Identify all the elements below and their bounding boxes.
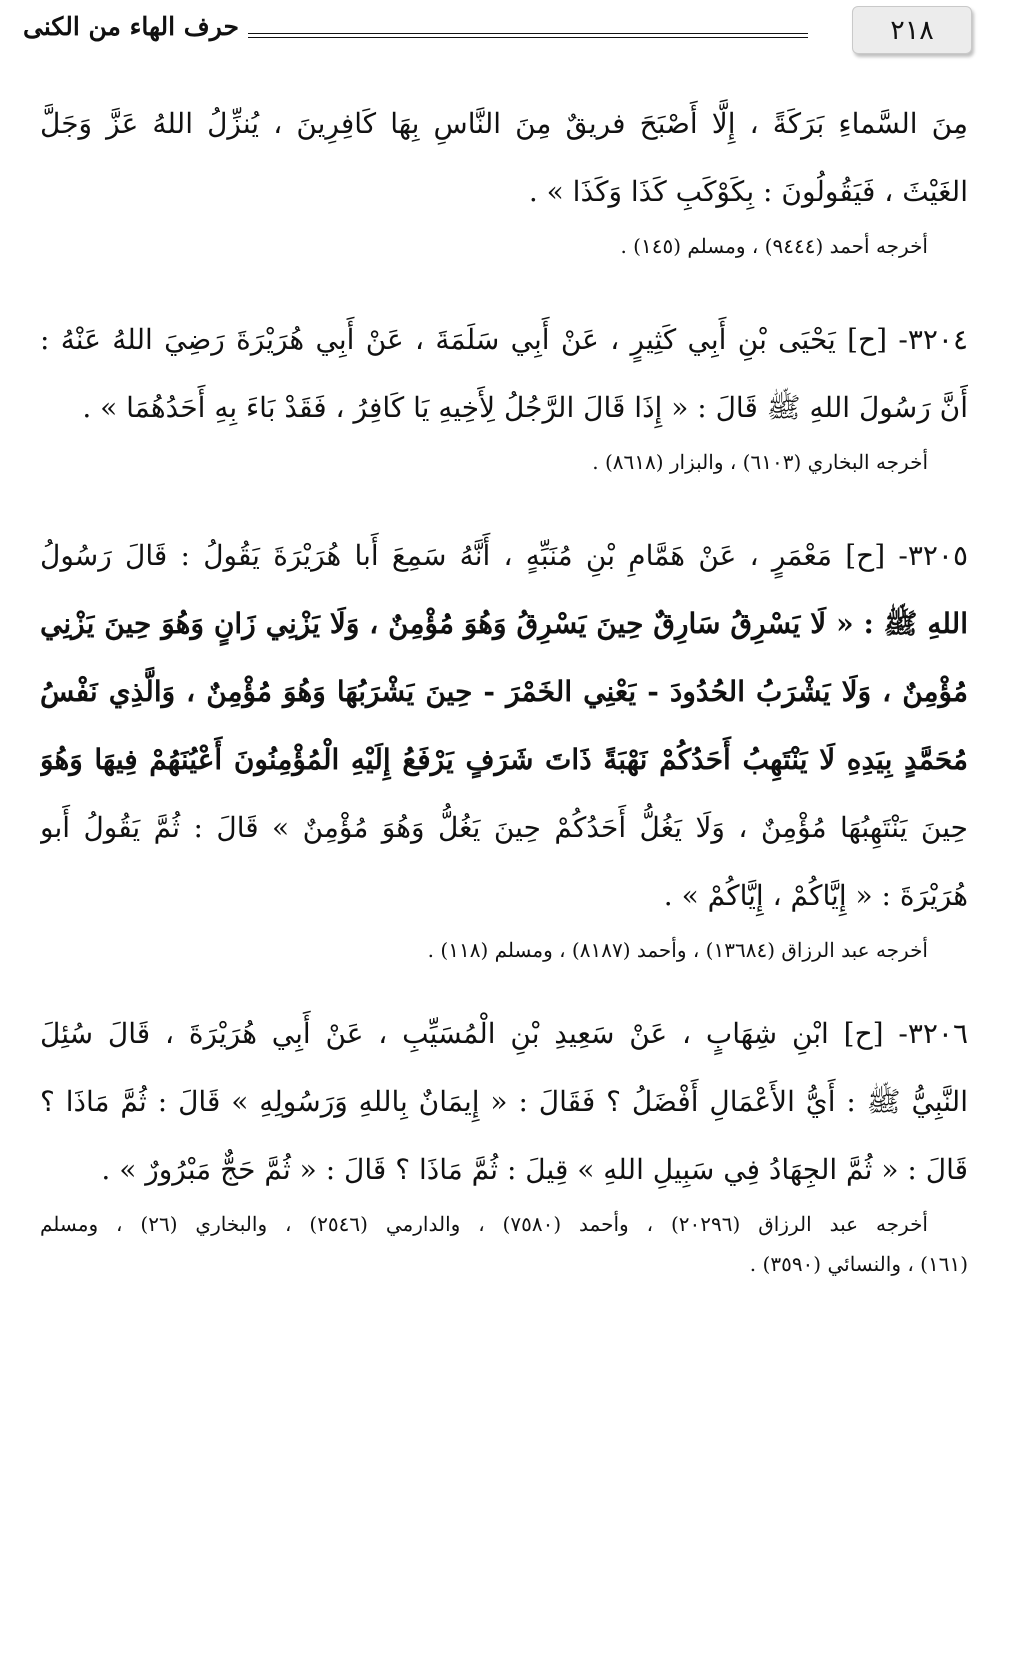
text-line: ٣٢٠٤- [ح] يَحْيَى بْنِ أَبِي كَثِيرٍ ، عَنْ أَبِي سَلَمَةَ ، عَنْ أَبِي هُرَيْرَةَ رَضِيَ اللهُ عَنْهُ : <box>40 323 968 356</box>
hadith-entry <box>40 306 968 482</box>
text-line: هُرَيْرَةَ : « إِيَّاكُمْ ، إِيَّاكُمْ » . <box>663 879 968 912</box>
hadith-entry <box>40 522 968 970</box>
hadith-reference: أخرجه عبد الرزاق (١٣٦٨٤) ، وأحمد (٨١٨٧) ، ومسلم (١١٨) . <box>427 938 928 962</box>
hadith-entry <box>40 1000 968 1284</box>
text-line: مُحَمَّدٍ بِيَدِهِ لَا يَنْتَهِبُ أَحَدُكُمْ نَهْبَةً ذَاتَ شَرَفٍ يَرْفَعُ إِلَيْهِ الْمُؤْمِنُونَ أَعْيُنَهُمْ فِيهَا وَهُوَ <box>40 743 968 776</box>
page-number: ٢١٨ <box>890 14 934 46</box>
hadith-reference: أخرجه أحمد (٩٤٤٤) ، ومسلم (١٤٥) . <box>620 234 928 258</box>
text-line: قَالَ : « ثُمَّ الجِهَادُ فِي سَبِيلِ اللهِ » قِيلَ : ثُمَّ مَاذَا ؟ قَالَ : « ثُمَّ حَجٌّ مَبْرُورٌ » . <box>101 1153 968 1186</box>
page-body <box>40 90 968 1284</box>
text-line: النَّبِيُّ ﷺ : أَيُّ الأَعْمَالِ أَفْضَلُ ؟ فَقَالَ : « إِيمَانٌ بِاللهِ وَرَسُولِهِ » قَالَ : ثُمَّ مَاذَا ؟ <box>40 1085 968 1118</box>
page-number-badge <box>852 6 972 54</box>
header-double-rule <box>248 33 808 38</box>
hadith-reference: أخرجه عبد الرزاق (٢٠٢٩٦) ، وأحمد (٧٥٨٠) ، والدارمي (٢٥٤٦) ، والبخاري (٢٦) ، ومسلم <box>40 1212 928 1236</box>
text-line: أَنَّ رَسُولَ اللهِ ﷺ قَالَ : « إِذَا قَالَ الرَّجُلُ لِأَخِيهِ يَا كَافِرُ ، فَقَدْ بَاءَ بِهِ أَحَدُهُمَا » . <box>82 391 968 424</box>
text-line: ٣٢٠٦- [ح] ابْنِ شِهَابٍ ، عَنْ سَعِيدِ بْنِ الْمُسَيِّبِ ، عَنْ أَبِي هُرَيْرَةَ ، قَالَ سُئِلَ <box>40 1017 968 1050</box>
hadith-entry <box>40 90 968 266</box>
running-title: حرف الهاء من الكنى <box>23 12 239 41</box>
text-line: مِنَ السَّماءِ بَرَكَةً ، إِلَّا أَصْبَحَ فريقٌ مِنَ النَّاسِ بِهَا كَافِرِينَ ، يُنزِّلُ اللهُ عَزَّ وَجَلَّ <box>40 107 968 140</box>
text-line: اللهِ ﷺ : « لَا يَسْرِقُ سَارِقٌ حِينَ يَسْرِقُ وَهُوَ مُؤْمِنٌ ، وَلَا يَزْنِي زَانٍ وَهُوَ حِينَ يَزْنِي <box>40 607 968 640</box>
text-line: ٣٢٠٥- [ح] مَعْمَرٍ ، عَنْ هَمَّامِ بْنِ مُنَبِّهٍ ، أَنَّهُ سَمِعَ أَبا هُرَيْرَةَ يَقُولُ : قَالَ رَسُولُ <box>40 539 968 572</box>
text-line: حِينَ يَنْتَهِبُهَا مُؤْمِنٌ ، وَلَا يَغُلُّ أَحَدُكُمْ حِينَ يَغُلُّ وَهُوَ مُؤْمِنٌ » قَالَ : ثُمَّ يَقُولُ أَبو <box>40 811 968 844</box>
hadith-reference: (١٦١) ، والنسائي (٣٥٩٠) . <box>749 1252 968 1276</box>
text-line: مُؤْمِنٌ ، وَلَا يَشْرَبُ الحُدُودَ - يَعْنِي الخَمْرَ - حِينَ يَشْرَبُهَا وَهُوَ مُؤْمِنٌ ، وَالَّذِي نَفْسُ <box>40 675 968 708</box>
hadith-reference: أخرجه البخاري (٦١٠٣) ، والبزار (٨٦١٨) . <box>592 450 928 474</box>
text-line: الغَيْثَ ، فَيَقُولُونَ : بِكَوْكَبِ كَذَا وَكَذَا » . <box>528 175 968 208</box>
